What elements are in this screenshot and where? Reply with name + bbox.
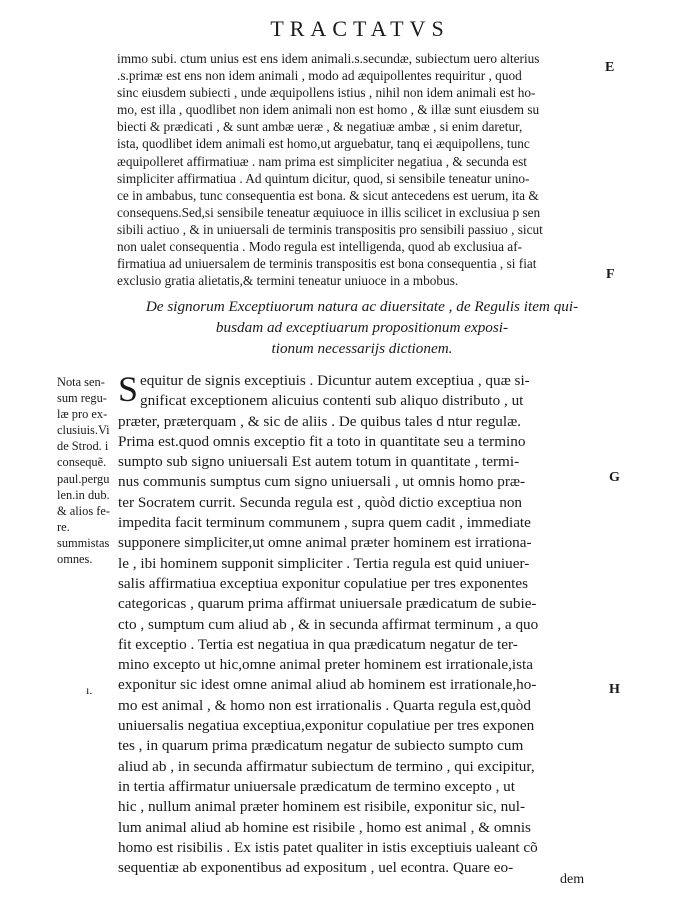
text-line: Prima est.quod omnis exceptio fit a toto in quantitate seu a termino <box>118 432 526 450</box>
note-line: consequẽ. <box>57 455 107 470</box>
heading-line: tionum necessarijs dictionem. <box>271 340 453 357</box>
text-line: equitur de signis exceptiuis . Dicuntur autem exceptiua , quæ si- <box>140 372 530 389</box>
text-line: hic , nullum animal præter hominem est risibile, exponitur sic, nul- <box>118 798 526 816</box>
text-line: in tertia affirmatur uniuersale prædicatum de termino excepto , ut <box>118 777 515 795</box>
text-line: mo est animal , & homo non est irrationalis . Quarta regula est,quòd <box>118 696 531 714</box>
margin-letter-e: E <box>605 60 615 75</box>
catchword: dem <box>560 872 585 887</box>
text-line: ista, quodlibet idem animali est homo,ut arguebatur, tanq ei æquipollens, tunc <box>117 136 530 152</box>
text-line: exclusio gratia alietatis,& termini teneatur uniuoce in a mbobus. <box>117 273 459 289</box>
text-line: aliud ab , in secunda affirmatur subiectum de termino , qui excipitur, <box>118 757 535 775</box>
margin-letter-f: F <box>606 267 615 282</box>
heading-line: De signorum Exceptiuorum natura ac diuersitate , de Regulis item qui- <box>145 298 579 315</box>
text-line: exponitur sic idest omne animal aliud ab hominem est irrationale,ho- <box>118 676 537 694</box>
text-line: uniuersalis negatiua exceptiua,exponitur copulatiue per tres exponen <box>118 717 535 735</box>
text-line: lum animal aliud ab homine est risibile , homo est animal , & omnis <box>118 818 531 836</box>
text-line: præter, præterquam , & sic de aliis . De quibus tales d ntur regulæ. <box>118 412 522 430</box>
text-line: ce in ambabus, tunc consequentia est bona. & sicut antecedens est uerum, ita & <box>117 187 539 203</box>
text-line: mo, est illa , quodlibet non idem animali non est homo , & illæ sunt eiusdem su <box>117 102 540 118</box>
text-line: sequentiæ ab exponentibus ad expositum , uel econtra. Quare eo- <box>118 859 514 877</box>
text-line: simpliciter affirmatiua . Ad quintum dicitur, quod, si sensibile teneatur unino- <box>117 170 530 186</box>
text-line: fit exceptio . Tertia est negatiua in qua prædicatum negatur de ter- <box>118 635 518 653</box>
text-line: .s.primæ est ens non idem animali , modo ad æquipollentes requiritur , quod <box>117 68 522 84</box>
margin-letter-h: H <box>609 682 620 697</box>
text-block-main <box>118 371 605 878</box>
text-line: salis affirmatiua exceptiua exponitur copulatiue per tres exponentes <box>118 574 529 592</box>
text-line: æquipolleret affirmatiuæ . nam prima est simpliciter negatiua , & secunda est <box>117 153 528 169</box>
section-heading <box>112 296 612 359</box>
drop-cap: S <box>118 369 139 409</box>
text-line: ter Socratem currit. Secunda regula est , quòd dictio exceptiua non <box>118 493 523 511</box>
heading-line: busdam ad exceptiuarum propositionum exposi- <box>215 319 509 336</box>
text-line: consequens.Sed,si sensibile teneatur æquiuoce in illis scilicet in exclusiua p sen <box>117 204 541 220</box>
note-line: de Strod. i <box>57 439 109 454</box>
text-line: sumpto sub signo uniuersali Est autem totum in quantitate , termi- <box>118 453 520 471</box>
stray-mark: ı. <box>86 683 93 697</box>
text-line: cto , sumptum cum aliud ab , & in secunda affirmat terminum , a quo <box>118 615 539 633</box>
note-line: len.in dub. <box>57 487 110 502</box>
text-line: impedita facit terminum communem , supra quem cadit , immediate <box>118 514 531 532</box>
text-line: nus communis sumptus cum signo uniuersali , ut omnis homo præ- <box>118 473 526 491</box>
note-line: omnes. <box>57 552 93 567</box>
note-line: læ pro ex- <box>57 407 108 422</box>
note-line: re. <box>57 519 70 534</box>
note-line: clusiuis.Vi <box>57 423 110 438</box>
text-line: categoricas , quarum prima affirmat uniuersale prædicatum de subie- <box>118 595 537 613</box>
text-line: supponere simpliciter,ut omne animal præter hominem est irrationa- <box>118 534 532 552</box>
text-line: gnificat exceptionem alicuius contenti sub aliquo distributo , ut <box>140 392 524 410</box>
text-line: biecti & prædicati , & sunt ambæ ueræ , & negatiuæ ambæ , si enim daretur, <box>117 119 523 135</box>
margin-letter-g: G <box>609 470 620 485</box>
text-line: non ualet consequentia . Modo regula est intelligenda, quod ab exclusiua af- <box>117 239 523 255</box>
text-line: mino excepto ut hic,omne animal preter hominem est irrationale,ista <box>118 656 533 674</box>
text-line: immo subi. ctum unius est ens idem animali.s.secundæ, subiectum uero alterius <box>117 51 540 66</box>
note-line: sum regu- <box>57 391 107 406</box>
text-line: sibili actiuo , & in uniuersali de terminis transpositis pro sensibili passiuo , sicut <box>117 221 543 237</box>
marginal-note <box>57 374 117 567</box>
text-line: firmatiua ad uniuersalem de terminis transpositis est bona consequentia , si fiat <box>117 256 537 272</box>
note-line: & alios fe- <box>57 503 110 518</box>
text-line: le , ibi hominem supponit simpliciter . Tertia regula est quid uniuer- <box>118 554 530 572</box>
text-line: homo est risibilis . Ex istis patet qualiter in istis exceptiuis ualeant cõ <box>118 838 538 856</box>
text-line: sinc eiusdem subiecti , unde æquipollens istius , nihil non idem animali est ho- <box>117 85 536 101</box>
note-line: paul.pergu <box>57 471 110 486</box>
text-line: tes , in quarum prima prædicatum negatur de subiecto sumpto cum <box>118 737 524 755</box>
running-header: TRACTATVS <box>270 16 450 41</box>
note-line: Nota sen- <box>57 375 105 389</box>
note-line: summistas <box>57 535 110 550</box>
text-block-top <box>117 50 602 289</box>
